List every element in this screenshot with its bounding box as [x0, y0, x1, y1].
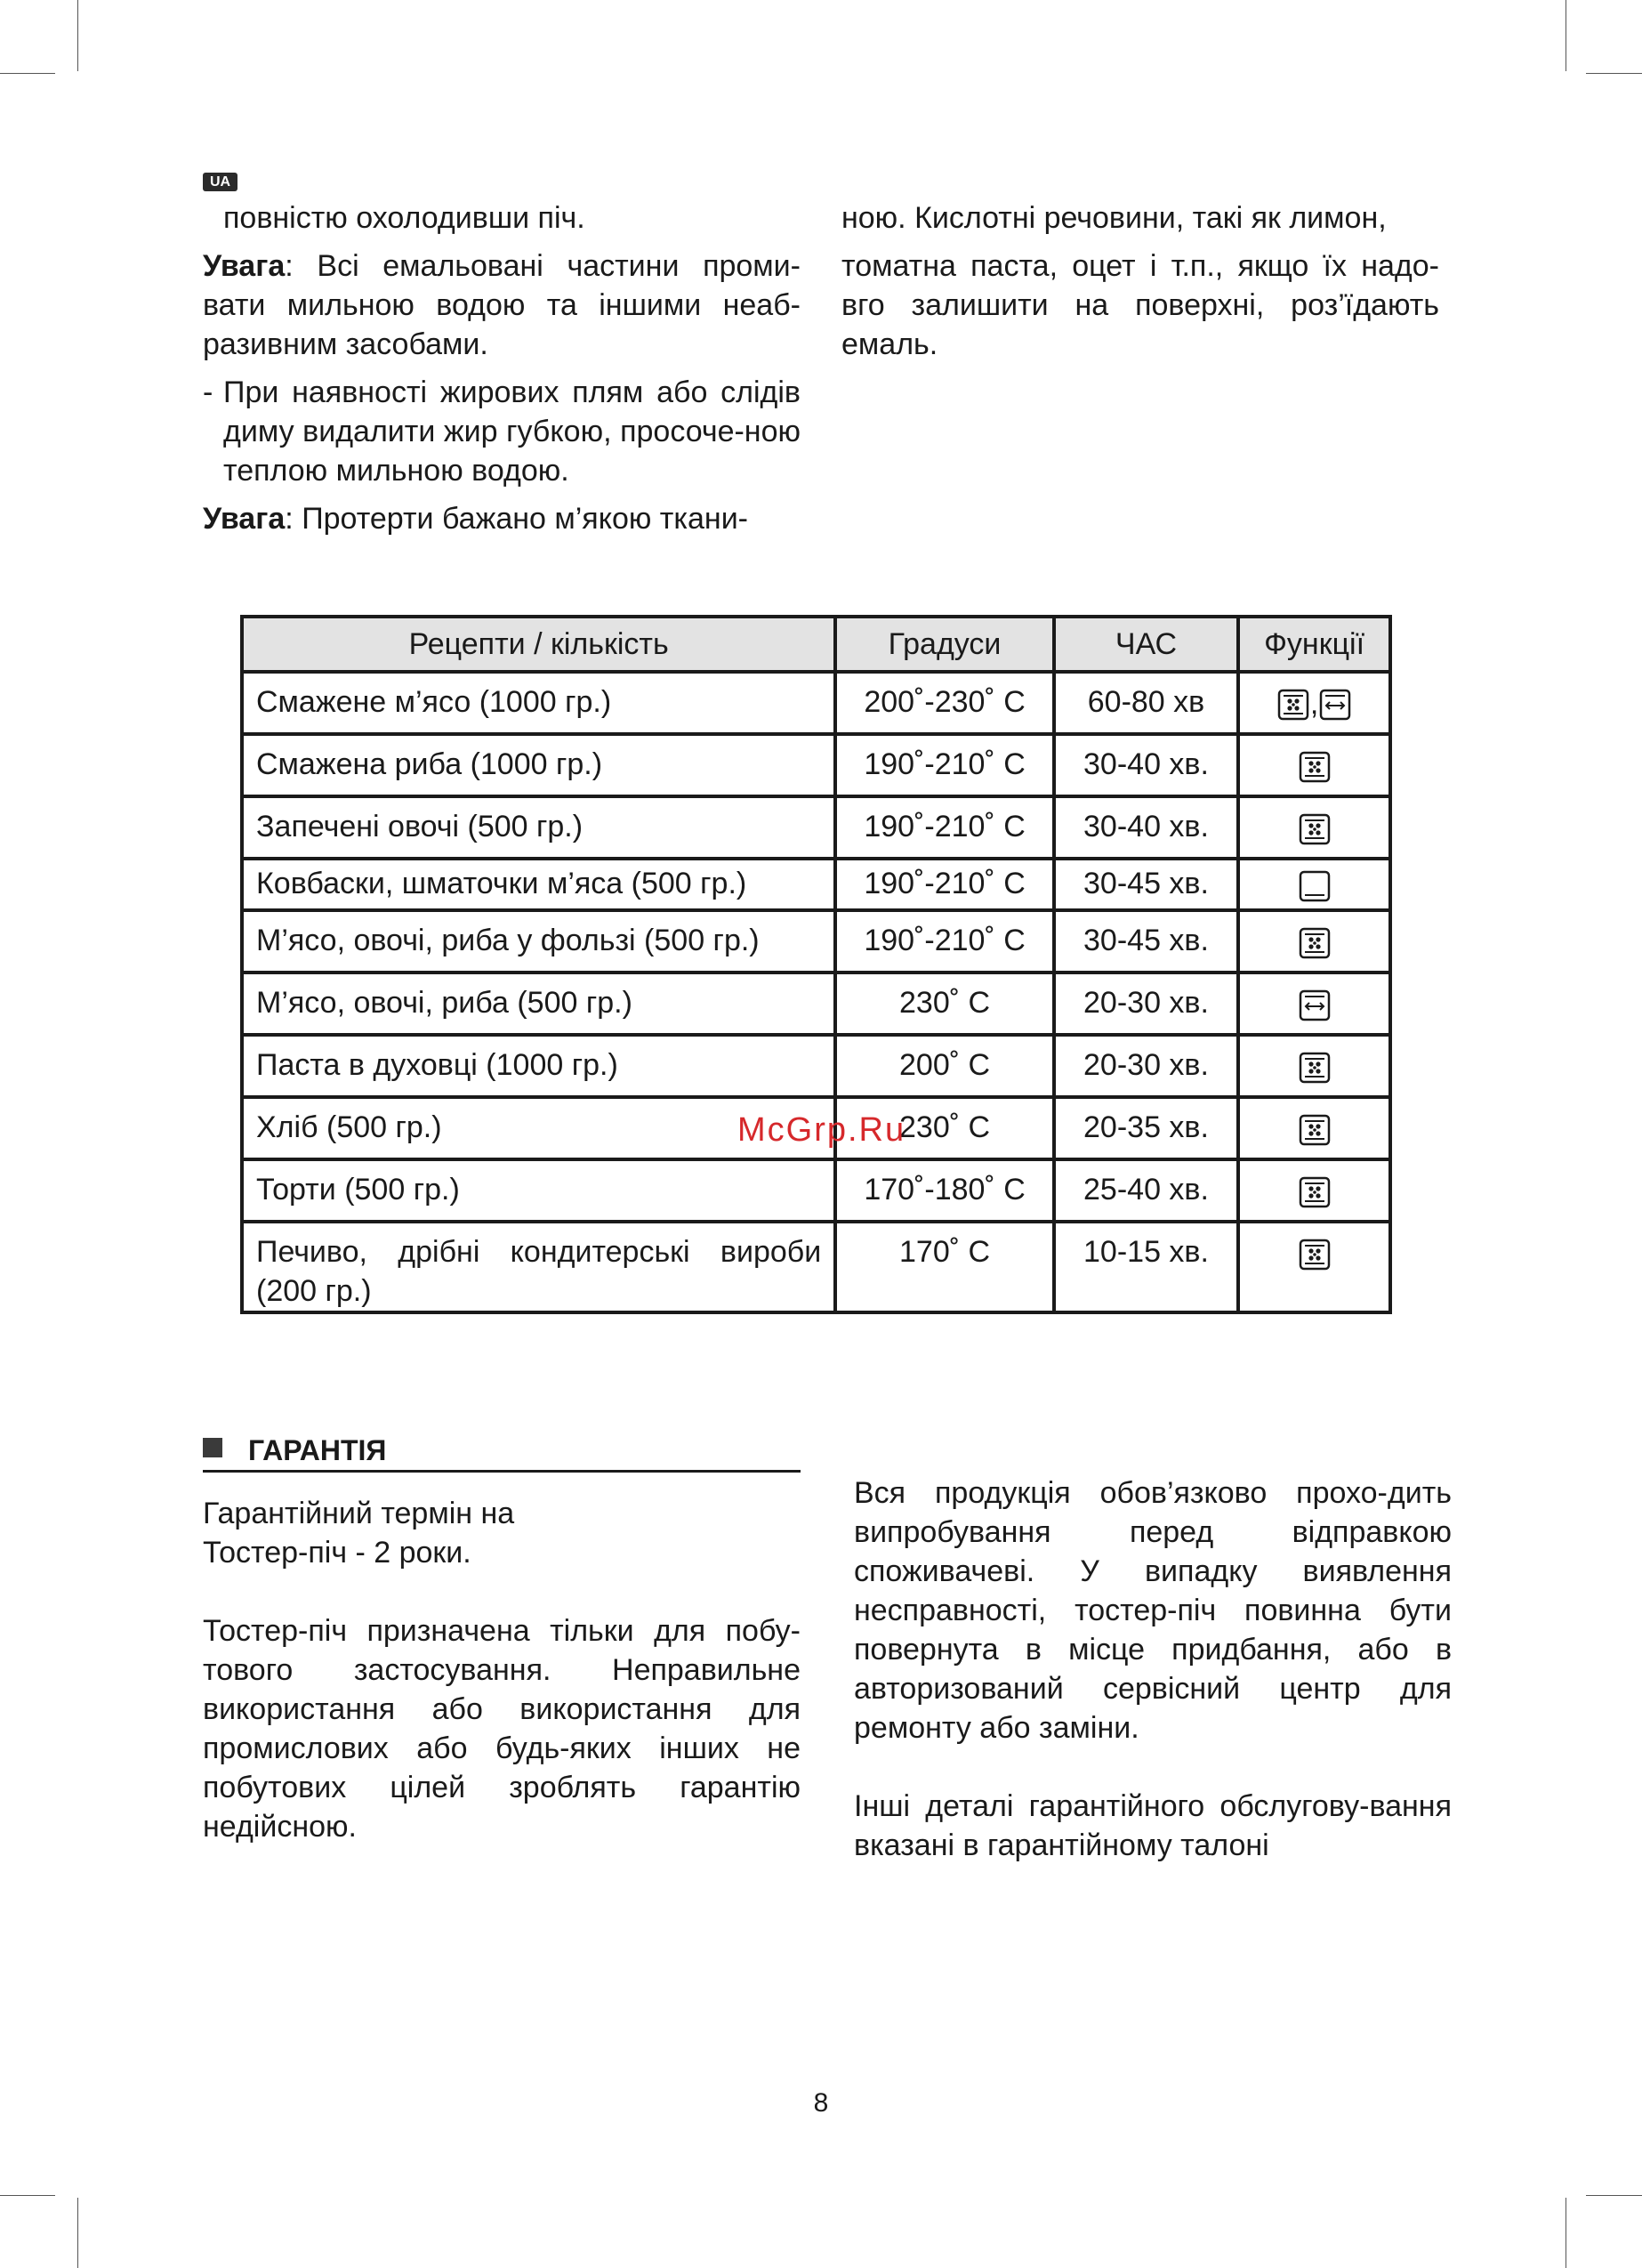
warranty-right-column [854, 1473, 1452, 1865]
convection-fan-icon [1299, 813, 1331, 845]
table-row [242, 859, 1390, 910]
recipe-name: Торти (500 гр.) [242, 1159, 835, 1222]
function-cell [1238, 796, 1390, 859]
table-row [242, 910, 1390, 973]
warranty-testing-paragraph: Вся продукція обов’язково прохо-дить випробування перед відправкою споживачеві. У випадку виявлення несправності, тостер-піч повинна бути повернута в місце придбання, або в авторизований сервісний центр для ремонту або заміни. [854, 1476, 1452, 1745]
cook-time: 20-30 хв. [1054, 1035, 1238, 1097]
temperature: 190˚-210˚ C [835, 734, 1054, 796]
recipe-name: Паста в духовці (1000 гр.) [242, 1035, 835, 1097]
bullet-dash: - [203, 375, 213, 409]
header-recipes: Рецепти / кількість [242, 617, 835, 672]
cook-time: 25-40 хв. [1054, 1159, 1238, 1222]
function-cell [1238, 672, 1390, 734]
convection-fan-icon [1299, 1176, 1331, 1208]
warranty-heading [203, 1433, 801, 1473]
bottom-heat-icon [1299, 870, 1331, 902]
function-cell [1238, 1097, 1390, 1159]
cook-time: 30-40 хв. [1054, 796, 1238, 859]
function-cell [1238, 1222, 1390, 1312]
function-cell [1238, 973, 1390, 1035]
cook-time: 30-45 хв. [1054, 910, 1238, 973]
cook-time: 60-80 хв [1054, 672, 1238, 734]
warranty-title: ГАРАНТІЯ [248, 1434, 387, 1466]
temperature: 190˚-210˚ C [835, 859, 1054, 910]
temperature: 190˚-210˚ C [835, 796, 1054, 859]
crop-mark [0, 2195, 55, 2196]
temperature: 170˚ C [835, 1222, 1054, 1312]
warranty-left-column [203, 1494, 801, 1846]
table-row [242, 672, 1390, 734]
grill-icon [1319, 689, 1351, 721]
warranty-term-line: Гарантійний термін на [203, 1497, 515, 1530]
recipes-table [240, 615, 1392, 1314]
function-cell [1238, 910, 1390, 973]
recipe-name: Смажене м’ясо (1000 гр.) [242, 672, 835, 734]
recipe-name: Печиво, дрібні кондитерські вироби (200 гр.) [242, 1222, 835, 1312]
recipe-name: М’ясо, овочі, риба (500 гр.) [242, 973, 835, 1035]
top-left-column [203, 198, 801, 538]
warranty-term-line: Тостер-піч - 2 роки. [203, 1536, 471, 1570]
temperature: 170˚-180˚ C [835, 1159, 1054, 1222]
recipe-name: Запечені овочі (500 гр.) [242, 796, 835, 859]
warning-label: Увага [203, 502, 286, 536]
temperature: 230˚ C [835, 1097, 1054, 1159]
function-cell [1238, 1159, 1390, 1222]
table-row [242, 1159, 1390, 1222]
crop-mark [77, 0, 78, 71]
temperature: 200˚ C [835, 1035, 1054, 1097]
convection-fan-icon [1299, 1114, 1331, 1146]
crop-mark [77, 2198, 78, 2268]
function-cell [1238, 859, 1390, 910]
cook-time: 30-45 хв. [1054, 859, 1238, 910]
recipe-name: Ковбаски, шматочки м’яса (500 гр.) [242, 859, 835, 910]
table-row [242, 796, 1390, 859]
convection-fan-icon [1299, 1239, 1331, 1271]
bullet-text: При наявності жирових плям або слідів диму видалити жир губкою, просоче-ною теплою мильною водою. [223, 375, 801, 488]
cook-time: 20-35 хв. [1054, 1097, 1238, 1159]
function-separator: , [1309, 687, 1319, 722]
acid-warning-paragraph: томатна паста, оцет і т.п., якщо їх надо-вго залишити на поверхні, роз’їдають емаль. [841, 249, 1439, 361]
convection-fan-icon [1299, 751, 1331, 783]
top-right-column [841, 198, 1439, 364]
warranty-details-paragraph: Інші деталі гарантійного обслугову-вання вказані в гарантійному талоні [854, 1789, 1452, 1862]
bullet-item [203, 373, 801, 490]
function-cell [1238, 1035, 1390, 1097]
warning-paragraph [203, 246, 801, 364]
header-degrees: Градуси [835, 617, 1054, 672]
table-row [242, 1035, 1390, 1097]
grill-icon [1299, 989, 1331, 1021]
continuation-text: повністю охолодивши піч. [223, 201, 585, 235]
crop-mark [0, 73, 55, 74]
cook-time: 20-30 хв. [1054, 973, 1238, 1035]
cook-time: 10-15 хв. [1054, 1222, 1238, 1312]
table-row [242, 1222, 1390, 1312]
section-square-icon [203, 1438, 222, 1457]
recipe-name: М’ясо, овочі, риба у фользі (500 гр.) [242, 910, 835, 973]
page-number: 8 [813, 2088, 829, 2118]
temperature: 190˚-210˚ C [835, 910, 1054, 973]
table-row [242, 734, 1390, 796]
temperature: 200˚-230˚ C [835, 672, 1054, 734]
convection-fan-icon [1299, 1052, 1331, 1084]
function-cell [1238, 734, 1390, 796]
table-row [242, 973, 1390, 1035]
language-badge: UA [203, 173, 237, 191]
crop-mark [1586, 2195, 1642, 2196]
header-functions: Функції [1238, 617, 1390, 672]
header-time: ЧАС [1054, 617, 1238, 672]
watermark: McGrp.Ru [737, 1111, 906, 1149]
convection-fan-icon [1277, 689, 1309, 721]
warranty-usage-paragraph: Тостер-піч призначена тільки для побу-тового застосування. Неправильне використання або використання для промислових або будь-яких інших не побутових цілей зроблять гарантію недійсною. [203, 1614, 801, 1844]
warning-text: : Протерти бажано м’якою ткани- [285, 502, 749, 536]
crop-mark [1586, 73, 1642, 74]
recipe-name: Хліб (500 гр.) [242, 1097, 835, 1159]
recipe-name: Смажена риба (1000 гр.) [242, 734, 835, 796]
warning-paragraph [203, 499, 801, 538]
convection-fan-icon [1299, 927, 1331, 959]
continuation-text: ною. Кислотні речовини, такі як лимон, [841, 201, 1387, 235]
temperature: 230˚ C [835, 973, 1054, 1035]
cook-time: 30-40 хв. [1054, 734, 1238, 796]
warning-text: : Всі емальовані частини проми-вати мильною водою та іншими неаб-разивним засобами. [203, 249, 801, 361]
warning-label: Увага [203, 249, 286, 283]
